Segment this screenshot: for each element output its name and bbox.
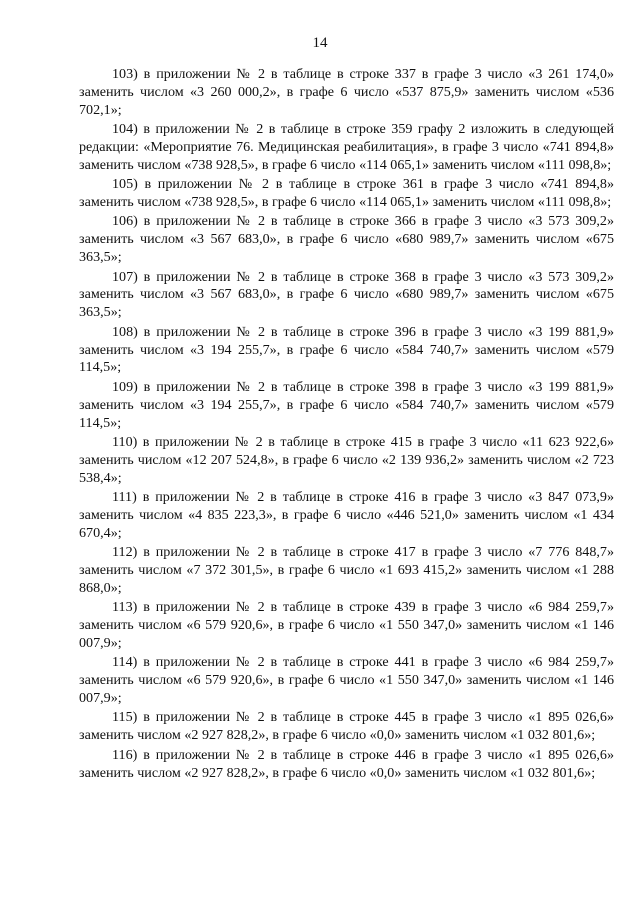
amendment-paragraph-115: 115) в приложении № 2 в таблице в строке 445 в графе 3 число «1 895 026,6» заменить числом «2 927 828,2», в графе 6 число «0,0» заменить числом «1 032 801,6»;: [79, 709, 614, 744]
amendment-paragraph-110: 110) в приложении № 2 в таблице в строке 415 в графе 3 число «11 623 922,6» заменить числом «12 207 524,8», в графе 6 число «2 139 936,2» заменить числом «2 723 538,4»;: [79, 433, 614, 486]
amendment-paragraph-107: 107) в приложении № 2 в таблице в строке 368 в графе 3 число «3 573 309,2» заменить числом «3 567 683,0», в графе 6 число «680 989,7» заменить числом «675 363,5»;: [79, 268, 614, 321]
amendment-paragraph-113: 113) в приложении № 2 в таблице в строке 439 в графе 3 число «6 984 259,7» заменить числом «6 579 920,6», в графе 6 число «1 550 347,0» заменить числом «1 146 007,9»;: [79, 599, 614, 651]
amendment-paragraph-103: 103) в приложении № 2 в таблице в строке 337 в графе 3 число «3 261 174,0» заменить числом «3 260 000,2», в графе 6 число «537 875,9» заменить числом «536 702,1»;: [79, 66, 614, 118]
page-number: 14: [312, 35, 328, 51]
amendment-paragraph-108: 108) в приложении № 2 в таблице в строке 396 в графе 3 число «3 199 881,9» заменить числом «3 194 255,7», в графе 6 число «584 740,7» заменить числом «579 114,5»;: [79, 323, 614, 376]
amendments-list: [79, 66, 614, 784]
amendment-paragraph-105: 105) в приложении № 2 в таблице в строке 361 в графе 3 число «741 894,8» заменить числом «738 928,5», в графе 6 число «114 065,1» заменить числом «111 098,8»;: [79, 176, 614, 211]
amendment-paragraph-114: 114) в приложении № 2 в таблице в строке 441 в графе 3 число «6 984 259,7» заменить числом «6 579 920,6», в графе 6 число «1 550 347,0» заменить числом «1 146 007,9»;: [79, 654, 614, 707]
amendment-paragraph-112: 112) в приложении № 2 в таблице в строке 417 в графе 3 число «7 776 848,7» заменить числом «7 372 301,5», в графе 6 число «1 693 415,2» заменить числом «1 288 868,0»;: [79, 544, 614, 596]
amendment-paragraph-111: 111) в приложении № 2 в таблице в строке 416 в графе 3 число «3 847 073,9» заменить числом «4 835 223,3», в графе 6 число «446 521,0» заменить числом «1 434 670,4»;: [79, 488, 614, 541]
amendment-paragraph-104: 104) в приложении № 2 в таблице в строке 359 графу 2 изложить в следующей редакции: «Мероприятие 76. Медицинская реабилитация», в графе 3 число «741 894,8» заменить числом «738 928,5», в графе 6 число «114 065,1» заменить числом «111 098,8»;: [79, 121, 614, 173]
amendment-paragraph-116: 116) в приложении № 2 в таблице в строке 446 в графе 3 число «1 895 026,6» заменить числом «2 927 828,2», в графе 6 число «0,0» заменить числом «1 032 801,6»;: [79, 746, 614, 781]
amendment-paragraph-109: 109) в приложении № 2 в таблице в строке 398 в графе 3 число «3 199 881,9» заменить числом «3 194 255,7», в графе 6 число «584 740,7» заменить числом «579 114,5»;: [79, 378, 614, 431]
amendment-paragraph-106: 106) в приложении № 2 в таблице в строке 366 в графе 3 число «3 573 309,2» заменить числом «3 567 683,0», в графе 6 число «680 989,7» заменить числом «675 363,5»;: [79, 213, 614, 266]
